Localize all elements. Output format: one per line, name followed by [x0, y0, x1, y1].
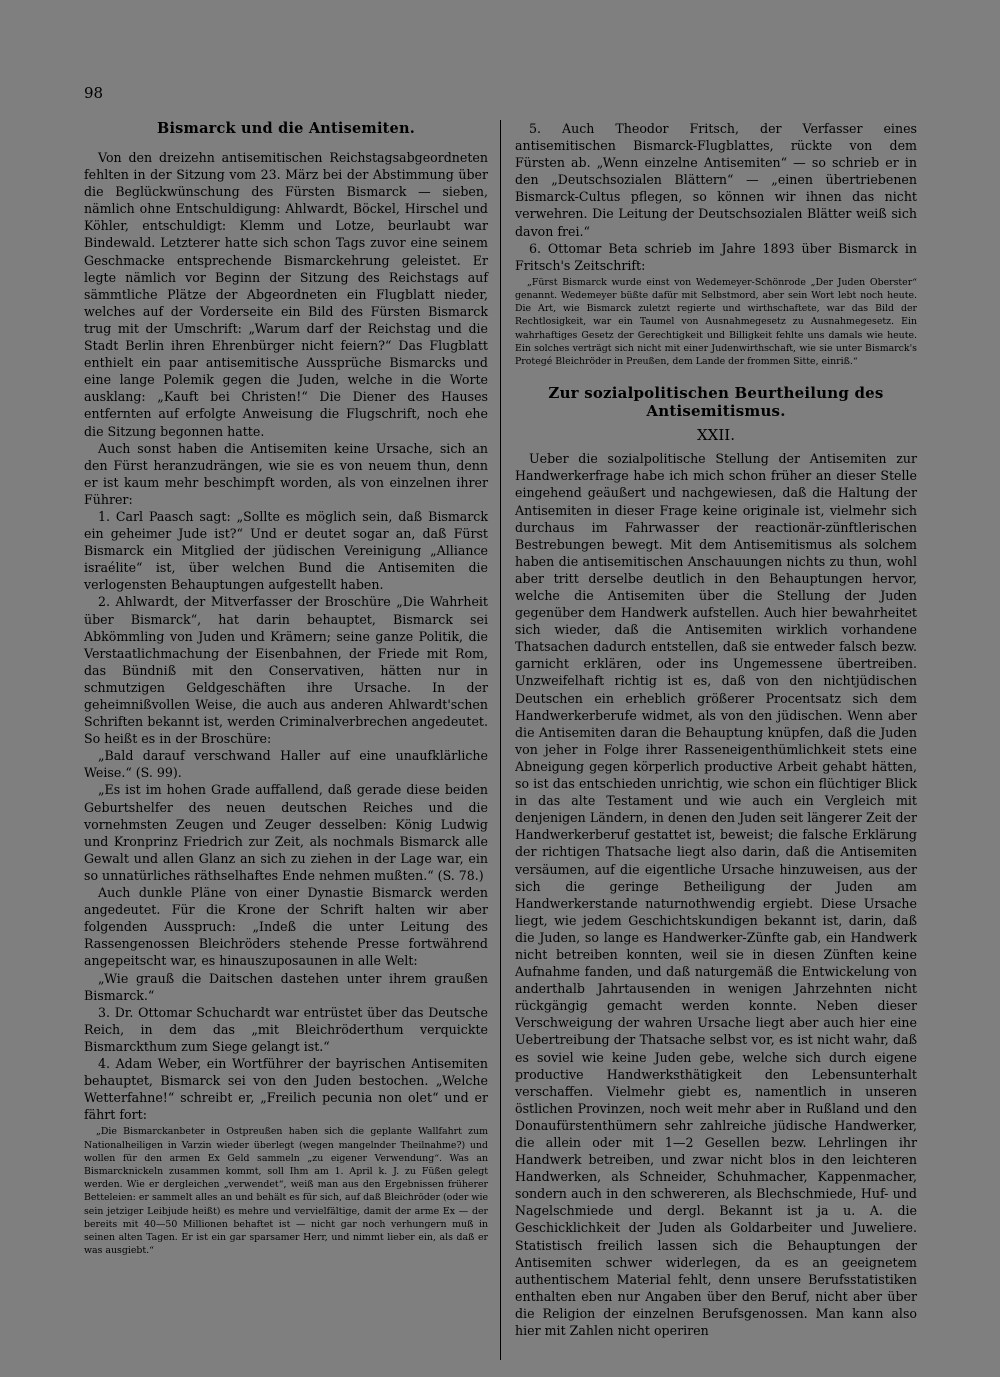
paragraph: 6. Ottomar Beta schrieb im Jahre 1893 über Bismarck in Fritsch's Zeitschrift:: [515, 240, 917, 273]
article-title: Bismarck und die Antisemiten.: [157, 120, 415, 137]
paragraph: 4. Adam Weber, ein Wortführer der bayrischen Antisemiten behauptet, Bismarck sei von den Juden bestochen. „Welche Wetterfahne!“ schreibt er, „Freilich pecunia non olet“ und er fährt fort:: [84, 1055, 488, 1123]
paragraph: Auch dunkle Pläne von einer Dynastie Bismarck werden angedeutet. Für die Krone der Schrift halten wir aber folgenden Ausspruch: „Indeß die unter Leitung des Rassengenossen Bleichröders stehende Presse fortwährend angepeitscht war, es hinauszuposaunen in alle Welt:: [84, 885, 488, 969]
block-quote: „Fürst Bismarck wurde einst von Wedemeyer-Schönrode „Der Juden Oberster“ genannt. Wedemeyer büßte dafür mit Selbstmord, aber sein Wort lebt noch heute. Die Art, wie Bismarck zuletzt regierte und wirthschaftete, war das Bild der Rechtlosigkeit, war ein Taumel von Ausnahmegesetz zu Ausnahmegesetz. Ein wahrhaftiges Gesetz der Gerechtigkeit und Billigkeit fehlte uns damals wie heute. Ein solches verträgt sich nicht mit einer Judenwirthschaft, wie sie unter Bismarck's Protegé Bleichröder in Preußen, dem Lande der frommen Sitte, einriß.“: [515, 276, 917, 368]
block-quote: „Die Bismarckanbeter in Ostpreußen haben sich die geplante Wallfahrt zum Nationalheiligen in Varzin wieder überlegt (wegen mangelnder Theilnahme?) und wollen für den armen Ex Geld sammeln „zu eigener Verwendung“. Was an Bismarcknickeln zusammen kommt, soll Ihm am 1. April k. J. zu Füßen gelegt werden. Wie er dergleichen „verwendet“, weiß man aus den Ergebnissen früherer Betteleien: er sammelt alles an und behält es für sich, auf daß Bleichröder (oder wie sein jetziger Leibjude heißt) es mehre und vervielfältige, damit der arme Ex — der bereits mit 40—50 Millionen behaftet ist — nicht gar noch verhungern muß in seinen alten Tagen. Er ist ein gar sparsamer Herr, und nimmt lieber ein, als daß er was ausgiebt.“: [84, 1126, 488, 1257]
paragraph: Ueber die sozialpolitische Stellung der Antisemiten zur Handwerkerfrage habe ich mich schon früher an dieser Stelle eingehend geäußert und nachgewiesen, daß die Haltung der Antisemiten in dieser Frage keine originale ist, vielmehr sich durchaus im Fahrwasser der reactionär-zünftlerischen Bestrebungen bewegt. Mit dem Antisemitismus als solchem haben die antisemitischen Anschauungen nichts zu thun, wohl aber tritt derselbe deutlich in den Behauptungen hervor, welche die Antisemiten über die Stellung der Juden gegenüber dem Handwerk aufstellen. Auch hier bewahrheitet sich wieder, daß die Antisemiten wirklich vorhandene Thatsachen dadurch entstellen, daß sie entweder falsch bezw. garnicht erklären, oder ins Ungemessene übertreiben. Unzweifelhaft richtig ist es, daß von den nichtjüdischen Deutschen ein erheblich größerer Procentsatz sich dem Handwerkerberufe widmet, als von den jüdischen. Wenn aber die Antisemiten daran die Behauptung knüpfen, daß die Juden von jeher in Folge ihrer Rasseneigenthümlichkeit stets eine Abneigung gegen körperlich productive Arbeit gehabt hätten, so ist das entschieden unrichtig, wie schon ein flüchtiger Blick in das alte Testament und wie auch ein Vergleich mit denjenigen Ländern, in denen den Juden seit längerer Zeit der Handwerkerberuf gestattet ist, beweist; die falsche Erklärung der richtigen Thatsache liegt also darin, daß die Antisemiten versäumen, auf die eigentliche Ursache hinzuweisen, aus der sich die geringe Betheiligung der Juden am Handwerkerstande naturnothwendig ergiebt. Diese Ursache liegt, wie jedem Geschichtskundigen bekannt ist, darin, daß die Juden, so lange es Handwerker-Zünfte gab, ein Handwerk nicht betreiben konnten, weil sie in diesen Zünften keine Aufnahme fanden, und daß naturgemäß die Entwickelung von anderthalb Jahrtausenden in wenigen Jahrzehnten nicht rückgängig gemacht werden konnte. Neben dieser Verschweigung der wahren Ursache liegt aber auch hier eine Uebertreibung der Thatsache selbst vor, es ist nicht wahr, daß es soviel wie keine Juden gebe, welche sich durch eigene productive Handwerksthätigkeit den Lebensunterhalt verschaffen. Vielmehr giebt es, namentlich in unseren östlichen Provinzen, noch weit mehr aber in Rußland und den Donaufürstenthümern sehr zahlreiche jüdische Handwerker, die allein oder mit 1—2 Gesellen bezw. Lehrlingen ihr Handwerk betreiben, und zwar nicht blos in den leichteren Handwerken, als Schneider, Schuhmacher, Kappenmacher, sondern auch in den schwereren, als Blechschmiede, Huf- und Nagelschmiede und dergl. Bekannt ist ja u. A. die Geschicklichkeit der Juden als Goldarbeiter und Juweliere. Statistisch freilich lassen sich die Behauptungen der Antisemiten schwer widerlegen, da es an geeignetem authentischem Material fehlt, denn unsere Berufsstatistiken enthalten eben nur Angaben über den Beruf, nicht aber über die Religion der einzelnen Berufsgenossen. Man kann also hier mit Zahlen nicht operiren: [515, 451, 917, 1339]
paragraph: „Bald darauf verschwand Haller auf eine unaufklärliche Weise.“ (S. 99).: [84, 748, 488, 781]
right-column: [515, 120, 917, 1339]
paragraph: Auch sonst haben die Antisemiten keine Ursache, sich an den Fürst heranzudrängen, wie sie es von neuem thun, denn er ist kaum mehr beschimpft worden, als von einzelnen ihrer Führer:: [84, 440, 488, 507]
left-column: [84, 120, 488, 1261]
paragraph: „Es ist im hohen Grade auffallend, daß gerade diese beiden Geburtshelfer des neuen deutschen Reiches und die vornehmsten Zeugen und Zeuger desselben: König Ludwig und Kronprinz Friedrich zur Zeit, als nochmals Bismarck alle Gewalt und allen Glanz an sich zu ziehen in der Lage war, ein so unnatürliches räthselhaftes Ende nehmen mußten.“ (S. 78.): [84, 782, 488, 883]
paragraph: 3. Dr. Ottomar Schuchardt war entrüstet über das Deutsche Reich, in dem das „mit Bleichröderthum verquickte Bismarckthum zum Siege gelangt ist.“: [84, 1004, 488, 1054]
paragraph: 2. Ahlwardt, der Mitverfasser der Broschüre „Die Wahrheit über Bismarck“, hat darin behauptet, Bismarck sei Abkömmling von Juden und Krämern; seine ganze Politik, die Verstaatlichmachung der Eisenbahnen, der Friede mit Rom, das Bündniß mit den Conservativen, hätten nur in schmutzigen Geldgeschäften ihre Ursache. In der geheimnißvollen Weise, die auch aus anderen Ahlwardt'schen Schriften bekannt ist, werden Criminalverbrechen angedeutet. So heißt es in der Broschüre:: [84, 594, 488, 747]
paragraph: 1. Carl Paasch sagt: „Sollte es möglich sein, daß Bismarck ein geheimer Jude ist?“ Und er deutet sogar an, daß Fürst Bismarck ein Mitglied der jüdischen Vereinigung „Alliance israélite“ ist, über welchen Bund die Antisemiten die verlogensten Behauptungen aufgestellt haben.: [84, 508, 488, 593]
paragraph: Von den dreizehn antisemitischen Reichstagsabgeordneten fehlten in der Sitzung vom 23. März bei der Abstimmung über die Beglückwünschung des Fürsten Bismarck — sieben, nämlich ohne Entschuldigung: Ahlwardt, Böckel, Hirschel und Köhler, entschuldigt: Klemm und Lotze, beurlaubt war Bindewald. Letzterer hatte sich schon Tags zuvor eine seinem Geschmacke entsprechende Bismarckehrung geleistet. Er legte nämlich vor Beginn der Sitzung des Reichstags auf sämmtliche Plätze der Abgeordneten ein Flugblatt nieder, welches auf der Vorderseite ein Bild des Fürsten Bismarck trug mit der Umschrift: „Warum darf der Reichstag und die Stadt Berlin ihren Ehrenbürger nicht feiern?“ Das Flugblatt enthielt ein paar antisemitische Aussprüche Bismarcks und eine lange Polemik gegen die Juden, welche in die Worte ausklang: „Kauft bei Christen!“ Die Diener des Hauses entfernten auf erfolgte Anweisung die Flugschrift, noch ehe die Sitzung begonnen hatte.: [84, 150, 488, 439]
section-title: Zur sozialpolitischen Beurtheilung des Antisemitismus.: [548, 384, 884, 421]
page-number: 98: [84, 84, 104, 102]
column-divider: [500, 120, 501, 1360]
section-number: XXII.: [697, 426, 735, 445]
paragraph: 5. Auch Theodor Fritsch, der Verfasser eines antisemitischen Bismarck-Flugblattes, rückte von dem Fürsten ab. „Wenn einzelne Antisemiten“ — so schrieb er in den „Deutschsozialen Blättern“ — „einen übertriebenen Bismarck-Cultus pflegen, so können wir ihnen das nicht verwehren. Die Leitung der Deutschsozialen Blätter weiß sich davon frei.“: [515, 121, 917, 239]
paragraph: „Wie grauß die Daitschen dastehen unter ihrem graußen Bismarck.“: [84, 970, 488, 1003]
